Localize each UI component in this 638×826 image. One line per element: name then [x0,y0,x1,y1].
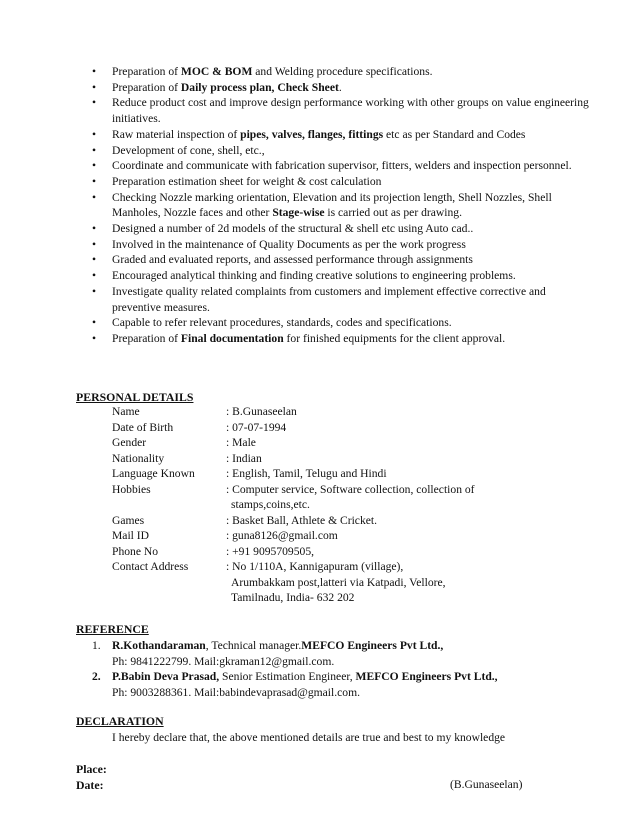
text-segment: Daily process plan, Check Sheet [180,80,339,94]
reference-number: 1. [92,639,101,652]
detail-value-text: : Basket Ball, Athlete & Cricket. [226,513,378,527]
detail-value-text: : No 1/110A, Kannigapuram (village), [226,560,404,573]
text-segment: Checking Nozzle marking orientation, Elevation and its projection length, Shell Nozzles, Shell Manholes, Nozzle faces and other [112,190,552,220]
detail-value [226,404,526,420]
bullet-dot-icon: • [92,331,97,345]
detail-value-text: : +91 9095709505, [226,544,315,558]
bullet-item [92,80,592,96]
text-segment: and Welding procedure specifications. [252,65,433,78]
detail-value [226,528,526,544]
bullet-item [92,331,592,347]
bullet-item [92,95,592,126]
text-segment: Coordinate and communicate with fabrication supervisor, fitters, welders and inspection personnel. [112,159,572,173]
responsibilities-list [92,64,592,347]
bullet-dot-icon: • [92,237,97,251]
text-segment: Investigate quality related complaints from customers and implement effective corrective and preventive measures. [112,284,546,314]
reference-item [92,638,498,669]
bullet-item [92,64,592,80]
detail-label: Games [112,513,145,527]
detail-label: Phone No [112,544,159,558]
personal-details-heading: PERSONAL DETAILS [76,390,194,404]
text-segment: MEFCO Engineers Pvt Ltd., [301,639,444,652]
detail-value [226,482,526,513]
detail-label: Nationality [112,451,165,465]
bullet-item [92,158,592,174]
text-segment: , Technical manager. [205,639,302,652]
bullet-item [92,315,592,331]
detail-label: Contact Address [112,560,189,573]
reference-body [112,638,443,669]
bullet-item [92,252,592,268]
detail-label: Name [112,405,140,418]
bullet-item [92,174,592,190]
detail-value-text: : Male [226,436,256,449]
detail-value-text: : Indian [226,451,262,465]
bullet-dot-icon: • [92,269,97,283]
bullet-dot-icon: • [92,284,97,298]
text-segment: Development of cone, shell, etc., [112,143,265,157]
detail-row [112,528,526,544]
detail-value-continuation: stamps,coins,etc. [231,498,310,511]
bullet-dot-icon: • [92,222,97,236]
reference-heading: REFERENCE [76,622,149,636]
detail-row [112,559,526,606]
detail-row [112,513,526,529]
detail-label: Mail ID [112,529,150,542]
detail-value-text: : 07-07-1994 [226,420,287,434]
bullet-item [92,221,592,237]
text-segment: etc as per Standard and Codes [383,127,526,141]
text-segment: MEFCO Engineers Pvt Ltd., [355,670,498,684]
reference-contact: Ph: 9003288361. Mail:babindevaprasad@gmail.com. [112,685,360,699]
reference-body [112,669,498,700]
reference-item [92,669,498,700]
detail-label: Date of Birth [112,420,174,434]
text-segment: P.Babin Deva Prasad, [112,670,220,684]
text-segment: . [338,80,342,94]
bullet-dot-icon: • [92,174,97,188]
text-segment: Preparation of [112,331,181,345]
detail-value [226,451,526,467]
text-segment: pipes, valves, flanges, fittings [240,127,384,141]
detail-label: Hobbies [112,482,151,496]
detail-row [112,420,526,436]
detail-value [226,513,526,529]
detail-value-continuation: Arumbakkam post,latteri via Katpadi, Vellore, [231,575,446,589]
detail-value [226,420,526,436]
bullet-item [92,127,592,143]
reference-number: 2. [92,670,101,684]
text-segment: R.Kothandaraman [112,639,206,652]
detail-row [112,404,526,420]
text-segment: Preparation estimation sheet for weight & cost calculation [112,174,382,188]
bullet-dot-icon: • [92,96,97,110]
text-segment: Capable to refer relevant procedures, standards, codes and specifications. [112,316,452,330]
detail-value [226,544,526,560]
personal-details-table [112,404,526,606]
bullet-dot-icon: • [92,127,97,141]
declaration-heading: DECLARATION [76,714,164,728]
reference-list [92,638,498,700]
text-segment: Reduce product cost and improve design performance working with other groups on value engineering initiatives. [112,96,589,126]
reference-name-line [112,669,498,685]
text-segment: Preparation of [112,80,181,94]
bullet-dot-icon: • [92,159,97,173]
text-segment: Raw material inspection of [112,127,241,141]
reference-name-line [112,638,443,654]
text-segment: Designed a number of 2d models of the structural & shell etc using Auto cad.. [112,222,474,236]
detail-label: Gender [112,436,147,449]
detail-row [112,435,526,451]
text-segment: for finished equipments for the client approval. [283,331,506,345]
detail-row [112,482,526,513]
text-segment: is carried out as per drawing. [324,206,462,220]
detail-row [112,544,526,560]
detail-row [112,451,526,467]
text-segment: Encouraged analytical thinking and finding creative solutions to engineering problems. [112,269,516,283]
bullet-item [92,143,592,159]
text-segment: Preparation of [112,65,181,78]
bullet-dot-icon: • [92,65,97,78]
detail-value-text: : Computer service, Software collection, collection of [226,482,475,496]
bullet-dot-icon: • [92,190,97,204]
bullet-dot-icon: • [92,80,97,94]
bullet-item [92,284,592,315]
bullet-dot-icon: • [92,253,97,267]
bullet-item [92,190,592,221]
reference-contact: Ph: 9841222799. Mail:gkraman12@gmail.com. [112,654,335,668]
place-label: Place: [76,762,107,776]
detail-value [226,559,526,606]
detail-value-text: : B.Gunaseelan [226,405,297,418]
declaration-text: I hereby declare that, the above mentioned details are true and best to my knowledge [112,731,506,744]
signature-name: (B.Gunaseelan) [450,778,523,791]
text-segment: Final documentation [180,331,284,345]
bullet-dot-icon: • [92,316,97,330]
detail-label: Language Known [112,467,195,480]
detail-value [226,466,526,482]
text-segment: Stage-wise [272,206,325,220]
bullet-item [92,268,592,284]
text-segment: Senior Estimation Engineer, [219,670,356,684]
detail-value [226,435,526,451]
detail-row [112,466,526,482]
bullet-item [92,237,592,253]
text-segment: Graded and evaluated reports, and assessed performance through assignments [112,253,473,267]
detail-value-continuation: Tamilnadu, India- 632 202 [231,591,355,604]
detail-value-text: : English, Tamil, Telugu and Hindi [226,467,387,480]
bullet-dot-icon: • [92,143,97,157]
text-segment: MOC & BOM [180,65,253,78]
date-label: Date: [76,778,104,792]
detail-value-text: : guna8126@gmail.com [226,529,338,542]
text-segment: Involved in the maintenance of Quality Documents as per the work progress [112,237,466,251]
